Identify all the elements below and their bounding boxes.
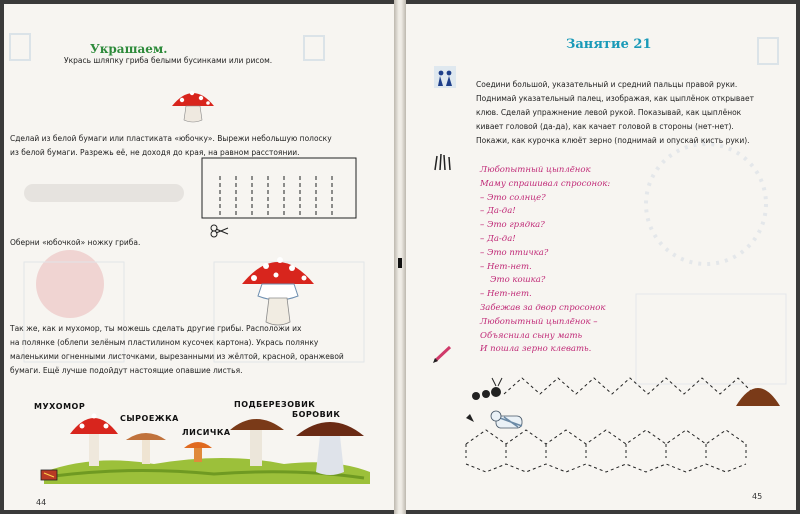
finger-instructions: Соедини большой, указательный и средний пальцы правой руки. Поднимай указательный палец, изображая, как цыплёнок открывает клюв. Сделай упражнение левой рукой. Показывай, как цыплёнок кивает головой (да-да), как качает головой в стороны (нет-нет). Покажи, как курочка клюёт зерно (поднимай и опускай кисть руки). <box>476 80 754 145</box>
left-page <box>4 4 394 510</box>
scissors-icon <box>210 224 230 238</box>
poem: Любопытный цыплёнок Маму спрашивал спросонок: – Это солнце? – Да-да! – Это грядка? – Да-да! – Это птичка? – Нет-нет. Это кошка? – Нет-нет. Забежав за двор спросонок Любопытный цыплёнок – Объяснила сыну мать И пошла зерно клевать. <box>480 165 611 355</box>
skirt-instruction-line1: Сделай из белой бумаги или пластиката «юбочку». Вырежи небольшую полоску <box>10 134 332 143</box>
page-number-left: 44 <box>36 498 47 507</box>
label-podberezovik: ПОДБЕРЕЗОВИК <box>234 400 316 409</box>
book-gutter <box>394 0 406 514</box>
skirt-instruction-line2: из белой бумаги. Разрежь её, не доходя до края, на равном расстоянии. <box>10 148 300 157</box>
lesson-title: Занятие 21 <box>566 37 652 52</box>
label-mukhomor: МУХОМОР <box>34 402 86 411</box>
right-page <box>406 4 796 510</box>
pencil-icon <box>432 344 454 364</box>
label-borovik: БОРОВИК <box>292 410 341 419</box>
intro-text: Укрась шляпку гриба белыми бусинками или рисом. <box>64 56 273 65</box>
amanita-small-illustration <box>168 84 218 124</box>
wrap-instruction: Оберни «юбочкой» ножку гриба. <box>10 238 141 247</box>
section-title: Украшаем. <box>90 42 168 56</box>
label-lisichka: ЛИСИЧКА <box>182 428 231 437</box>
hands-exercise-icon <box>434 66 456 88</box>
ant-figure <box>472 378 502 400</box>
gutter-mark <box>398 258 402 268</box>
fingers-grass-icon <box>432 152 454 172</box>
tracing-worksheet <box>456 364 786 488</box>
handbag-icon <box>40 468 60 482</box>
more-mushrooms-text: Так же, как и мухомор, ты можешь сделать другие грибы. Расположи их на полянке (облепи зелёным пластилином кусочек картона). Укрась полянку маленькими огненными листочками, вырезанными из жёлтой, красной, оранжевой бумаги. Ещё лучше подойдут настоящие опавшие листья. <box>10 324 344 375</box>
amanita-large-illustration <box>238 250 318 328</box>
page-number-right: 45 <box>752 492 763 501</box>
label-syroezhka: СЫРОЕЖКА <box>120 414 179 423</box>
cat-figure <box>466 411 522 428</box>
